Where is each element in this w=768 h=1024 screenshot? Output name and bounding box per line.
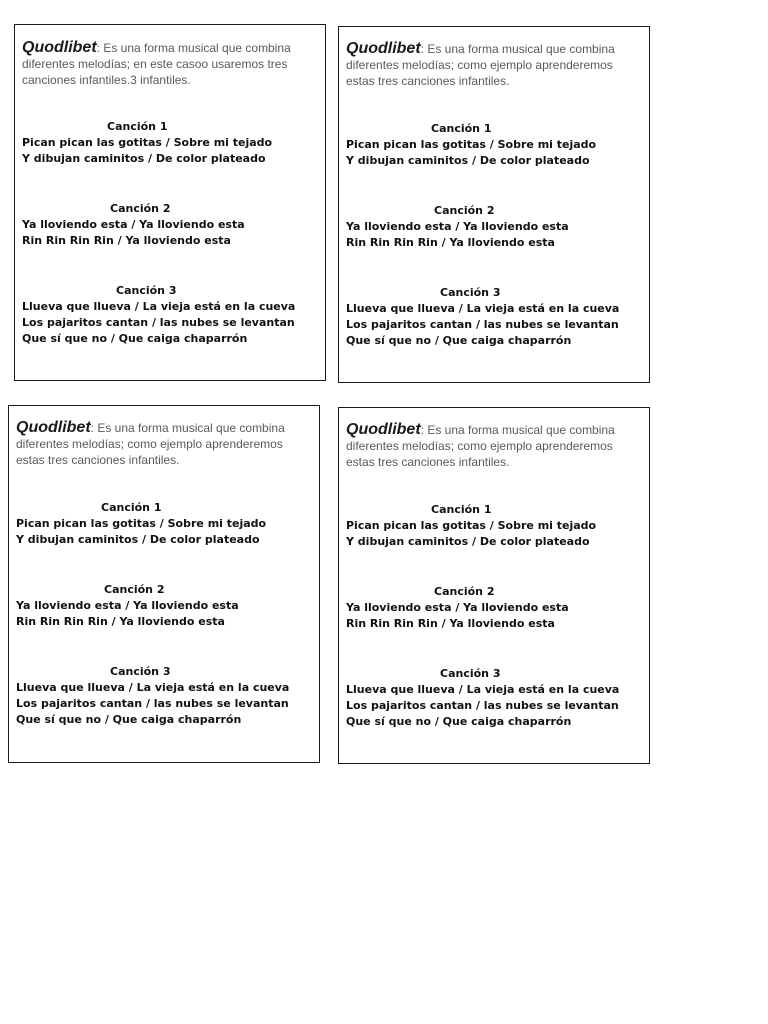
card-description: : Es una forma musical que combina diferentes melodías; como ejemplo aprenderemos estas tres canciones infantiles. bbox=[16, 421, 285, 467]
song-line: Y dibujan caminitos / De color plateado bbox=[346, 535, 590, 548]
song-line: Llueva que llueva / La vieja está en la cueva bbox=[346, 302, 620, 315]
song-line: Rin Rin Rin Rin / Ya lloviendo esta bbox=[346, 617, 555, 630]
song-title: Canción 3 bbox=[440, 667, 501, 680]
song-line: Y dibujan caminitos / De color plateado bbox=[16, 533, 260, 546]
song-title: Canción 2 bbox=[434, 204, 495, 217]
card-intro bbox=[16, 420, 306, 468]
song-line: Que sí que no / Que caiga chaparrón bbox=[346, 715, 572, 728]
card-term: Quodlibet bbox=[346, 421, 421, 438]
song-title: Canción 1 bbox=[431, 503, 492, 516]
song-title: Canción 1 bbox=[101, 501, 162, 514]
song-line: Pican pican las gotitas / Sobre mi tejado bbox=[16, 517, 267, 530]
song-line: Que sí que no / Que caiga chaparrón bbox=[346, 334, 572, 347]
card-intro bbox=[346, 41, 636, 89]
song-block-3 bbox=[346, 666, 646, 730]
card-description: : Es una forma musical que combina diferentes melodías; en este casoo usaremos tres canciones infantiles.3 infantiles. bbox=[22, 41, 291, 87]
card-intro bbox=[22, 40, 312, 88]
song-line: Pican pican las gotitas / Sobre mi tejado bbox=[346, 519, 597, 532]
song-title: Canción 2 bbox=[434, 585, 495, 598]
song-line: Llueva que llueva / La vieja está en la cueva bbox=[16, 681, 290, 694]
song-line: Los pajaritos cantan / las nubes se levantan bbox=[346, 318, 619, 331]
song-line: Y dibujan caminitos / De color plateado bbox=[22, 152, 266, 165]
song-block-2 bbox=[346, 584, 646, 632]
song-card-1 bbox=[14, 24, 326, 381]
song-card-3 bbox=[8, 405, 320, 763]
song-line: Ya lloviendo esta / Ya lloviendo esta bbox=[16, 599, 239, 612]
song-card-4 bbox=[338, 407, 650, 764]
song-line: Los pajaritos cantan / las nubes se levantan bbox=[16, 697, 289, 710]
song-title: Canción 2 bbox=[104, 583, 165, 596]
song-title: Canción 2 bbox=[110, 202, 171, 215]
card-description: : Es una forma musical que combina diferentes melodías; como ejemplo aprenderemos estas tres canciones infantiles. bbox=[346, 42, 615, 88]
card-intro bbox=[346, 422, 636, 470]
song-line: Pican pican las gotitas / Sobre mi tejado bbox=[22, 136, 273, 149]
song-line: Rin Rin Rin Rin / Ya lloviendo esta bbox=[22, 234, 231, 247]
song-block-3 bbox=[346, 285, 646, 349]
song-block-2 bbox=[22, 201, 322, 249]
card-term: Quodlibet bbox=[346, 40, 421, 57]
song-title: Canción 1 bbox=[107, 120, 168, 133]
card-term: Quodlibet bbox=[16, 419, 91, 436]
song-line: Que sí que no / Que caiga chaparrón bbox=[22, 332, 248, 345]
song-block-1 bbox=[346, 121, 646, 169]
song-line: Ya lloviendo esta / Ya lloviendo esta bbox=[346, 601, 569, 614]
song-title: Canción 3 bbox=[110, 665, 171, 678]
song-line: Llueva que llueva / La vieja está en la cueva bbox=[346, 683, 620, 696]
song-block-3 bbox=[16, 664, 316, 728]
card-description: : Es una forma musical que combina diferentes melodías; como ejemplo aprenderemos estas tres canciones infantiles. bbox=[346, 423, 615, 469]
song-line: Rin Rin Rin Rin / Ya lloviendo esta bbox=[16, 615, 225, 628]
song-block-2 bbox=[16, 582, 316, 630]
song-title: Canción 1 bbox=[431, 122, 492, 135]
song-block-3 bbox=[22, 283, 322, 347]
song-block-1 bbox=[16, 500, 316, 548]
song-block-1 bbox=[22, 119, 322, 167]
song-line: Que sí que no / Que caiga chaparrón bbox=[16, 713, 242, 726]
song-line: Llueva que llueva / La vieja está en la cueva bbox=[22, 300, 296, 313]
song-card-2 bbox=[338, 26, 650, 383]
song-line: Y dibujan caminitos / De color plateado bbox=[346, 154, 590, 167]
song-line: Ya lloviendo esta / Ya lloviendo esta bbox=[346, 220, 569, 233]
song-line: Los pajaritos cantan / las nubes se levantan bbox=[346, 699, 619, 712]
song-title: Canción 3 bbox=[116, 284, 177, 297]
card-term: Quodlibet bbox=[22, 39, 97, 56]
song-line: Rin Rin Rin Rin / Ya lloviendo esta bbox=[346, 236, 555, 249]
song-line: Pican pican las gotitas / Sobre mi tejado bbox=[346, 138, 597, 151]
song-block-1 bbox=[346, 502, 646, 550]
song-line: Los pajaritos cantan / las nubes se levantan bbox=[22, 316, 295, 329]
song-title: Canción 3 bbox=[440, 286, 501, 299]
song-block-2 bbox=[346, 203, 646, 251]
song-line: Ya lloviendo esta / Ya lloviendo esta bbox=[22, 218, 245, 231]
